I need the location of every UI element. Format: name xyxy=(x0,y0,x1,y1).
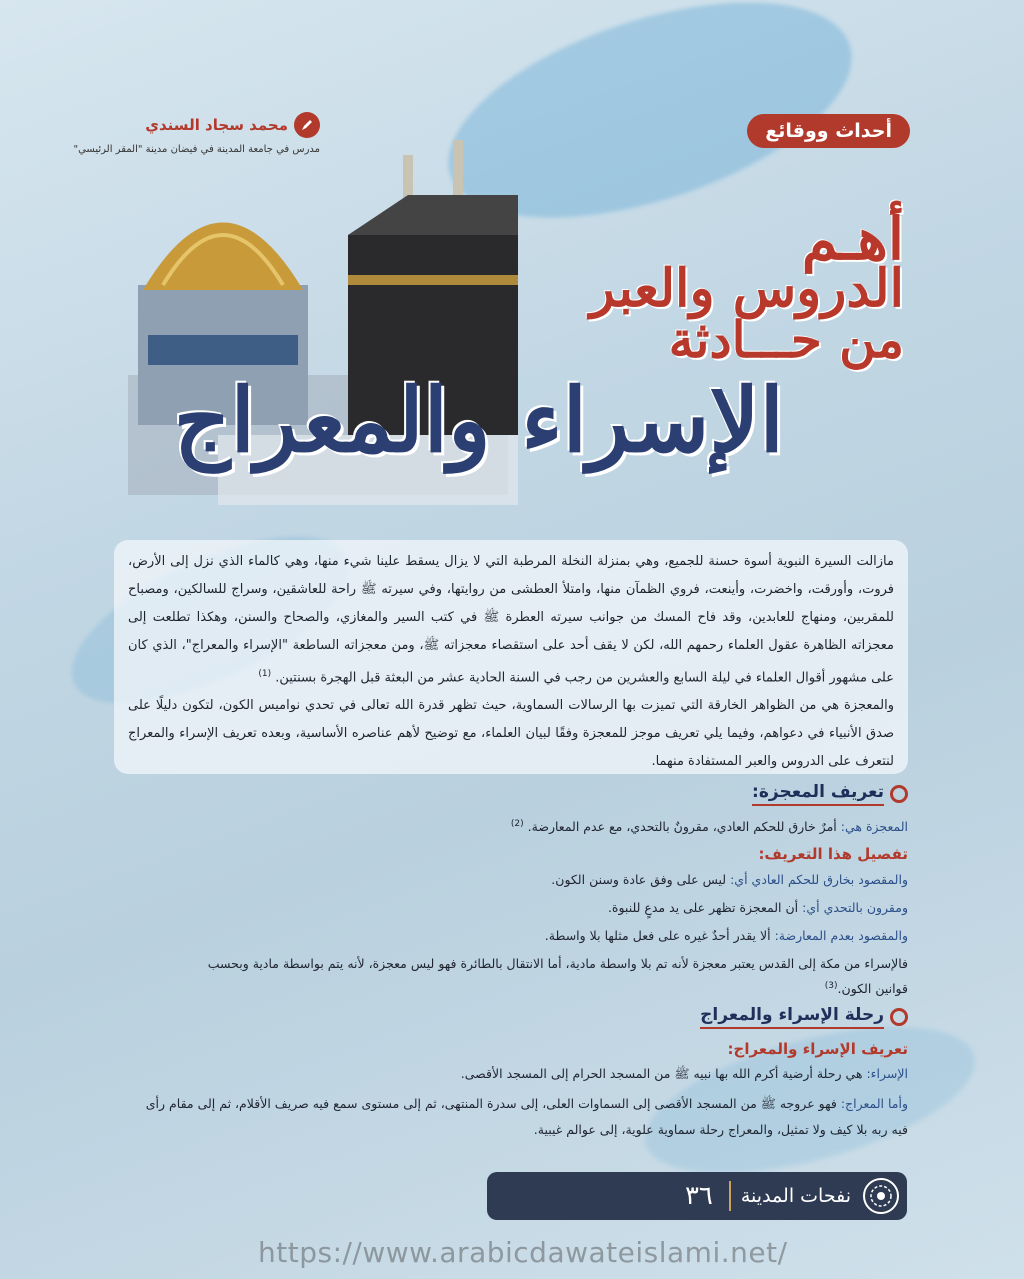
dome-and-kaaba-illustration xyxy=(118,135,518,535)
detail-item: والمقصود بعدم المعارضة: ألا يقدر أحدٌ غيره على فعل مثلها بلا واسطة. xyxy=(544,928,908,943)
miracle-definition: المعجزة هي: أمرٌ خارق للحكم العادي، مقرونٌ بالتحدي، مع عدم المعارضة. $^{(2)}$ xyxy=(510,819,908,835)
subheading-details: تفصيل هذا التعريف: xyxy=(758,845,908,863)
section-heading-miracle: تعريف المعجزة: xyxy=(752,782,908,806)
author-name: محمد سجاد السندي xyxy=(145,116,288,134)
page-number: ٣٦ xyxy=(684,1181,713,1211)
intro-paragraph-1: مازالت السيرة النبوية أسوة حسنة للجميع، وهي بمنزلة النخلة المرطبة التي لا يزال يسقط علينا شيء منها، وهي كالماء الذي نزل إلى الأرض، فروت، وأورقت، واخضرت، وأينعت، فروي الظمآن منها، وامتلأ العطشى من روايتها، وفي سيرته ﷺ راحة للعاشقين، وسراج للسالكين، ومصباح للمقربين، ومنهاج للعابدين، وقد فاح المسك من جوانب سيرته العطرة ﷺ في كتب السير والمغازي، والصحاح والسنن، وهكذا تطلعت إلى معجزاته الظاهرة عقول العلماء رحمهم الله، لكن لا يقف أحد على استقصاء معجزاته ﷺ، ومن معجزاته الساطعة "الإسراء والمعراج"، الذي كان على مشهور أقوال العلماء في ليلة السابع والعشرين من رجب في السنة الحادية عشر من البعثة قبل الهجرة بسنتين. $^{(1)}$ xyxy=(128,554,894,686)
title-line-1: أهـم xyxy=(801,205,904,273)
section-heading-journey: رحلة الإسراء والمعراج xyxy=(700,1005,908,1029)
detail-item: ومقرون بالتحدي أي: أن المعجزة تظهر على يد مدعٍ للنبوة. xyxy=(607,900,908,915)
ornament-logo-icon xyxy=(861,1176,901,1216)
title-main: الإسراء والمعراج xyxy=(173,368,784,472)
watermark-url: https://www.arabicdawateislami.net/ xyxy=(258,1236,788,1269)
subheading-journey-definition: تعريف الإسراء والمعراج: xyxy=(727,1040,908,1058)
circle-bullet-icon xyxy=(890,785,908,803)
conclusion-line: فالإسراء من مكة إلى القدس يعتبر معجزة لأنه تم بلا واسطة مادية، أما الانتقال بالطائرة فهو ليس معجزة، لأنه يتم بواسطة مادية وبحسب xyxy=(207,956,908,971)
intro-box xyxy=(114,540,908,774)
magazine-name: نفحات المدينة xyxy=(740,1185,851,1207)
miraj-definition: وأما المعراج: فهو عروجه ﷺ من المسجد الأقصى إلى السماوات العلى، إلى سدرة المنتهى، ثم إلى مستوى سمع فيه صريف الأقلام، ثم إلى مقام رأى xyxy=(145,1096,908,1111)
title-line-2: الدروس والعبر xyxy=(589,258,904,319)
circle-bullet-icon xyxy=(890,1008,908,1026)
author-role: مدرس في جامعة المدينة في فيضان مدينة "المقر الرئيسي" xyxy=(73,144,320,155)
detail-item: والمقصود بخارق للحكم العادي أي: ليس على وفق عادة وسنن الكون. xyxy=(551,872,908,887)
miraj-definition-continued: فيه ربه بلا كيف ولا تمثيل، والمعراج رحلة سماوية علوية، إلى عوالم غيبية. xyxy=(533,1122,908,1137)
intro-paragraph-2: والمعجزة هي من الظواهر الخارقة التي تميزت بها الرسالات السماوية، حيث تظهر قدرة الله تعالى في تحدي نواميس الكون، لتكون دليلًا على صدق الأنبياء في دعواهم، وفيما يلي تعريف موجز للمعجزة وفقًا لبيان العلماء، مع توضيح لأهم عناصره الأساسية، وبعده تعريف الإسراء والمعراج لنتعرف على الدروس والعبر المستفادة منهما. xyxy=(128,698,894,770)
section-tag: أحداث ووقائع xyxy=(747,114,910,148)
conclusion-line: قوانين الكون.$^{(3)}$ xyxy=(824,981,908,997)
isra-definition: الإسراء: هي رحلة أرضية أكرم الله بها نبيه ﷺ من المسجد الحرام إلى المسجد الأقصى. xyxy=(460,1066,908,1081)
title-line-3: من حـــادثة xyxy=(668,310,904,369)
page-footer xyxy=(487,1172,907,1220)
